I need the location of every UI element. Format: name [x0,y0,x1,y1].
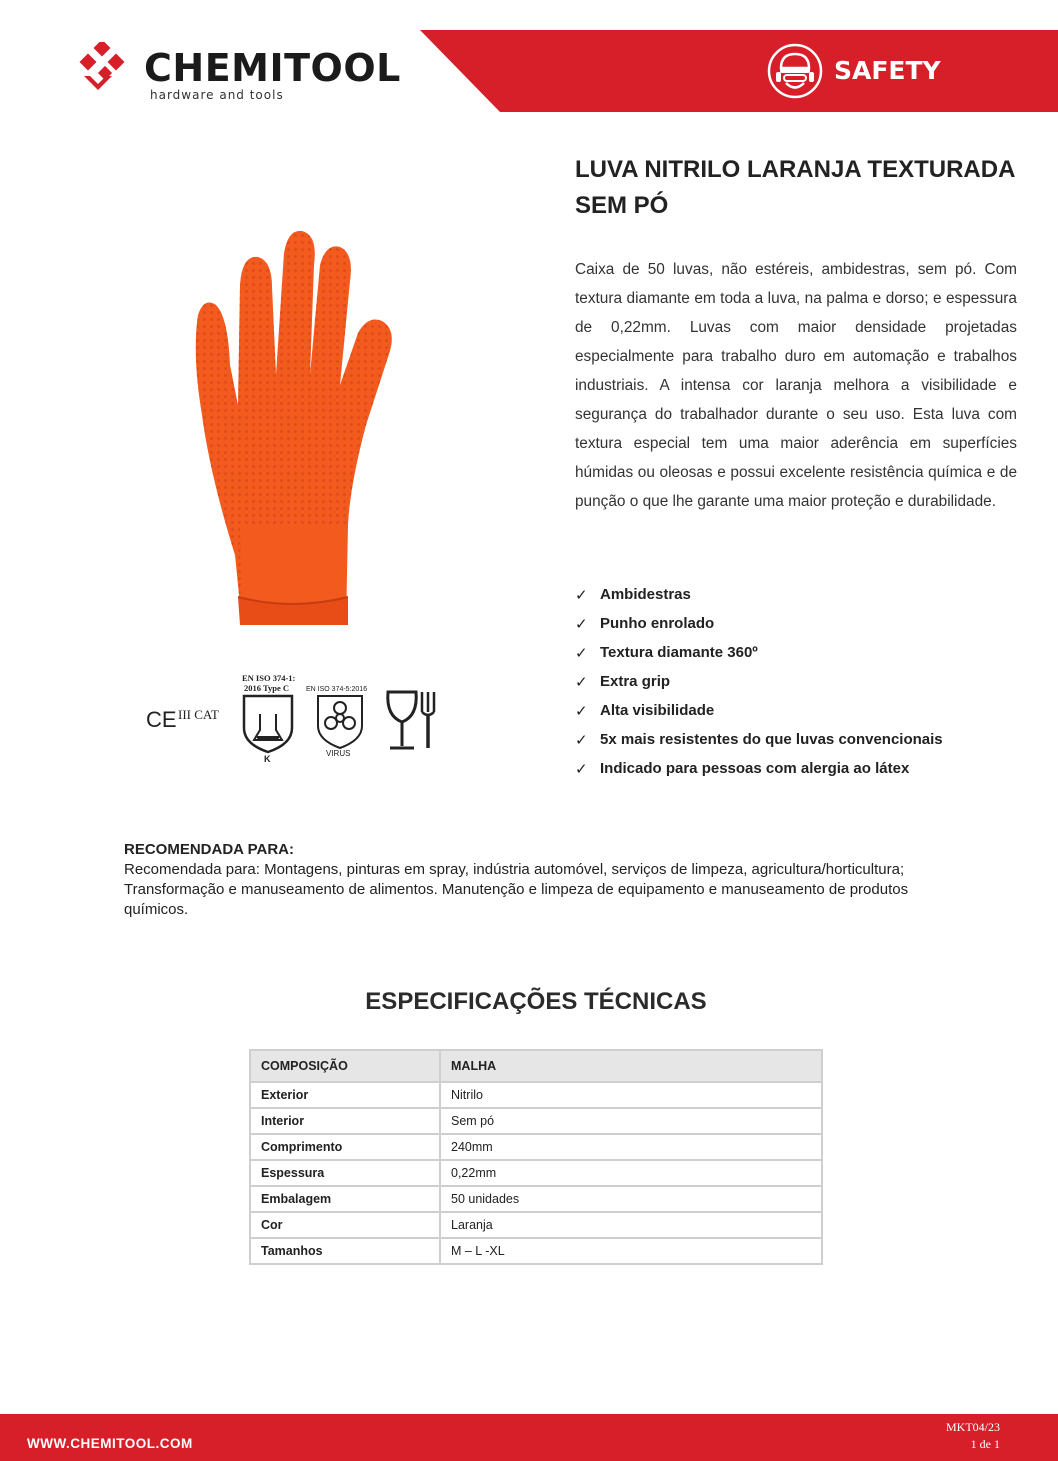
feature-label: Textura diamante 360º [600,644,758,661]
ce-mark: CE [146,707,177,732]
logo-diamond-icon [78,42,134,98]
spec-key: Espessura [250,1160,440,1186]
checkmark-icon: ✓ [575,615,588,633]
spec-key: Tamanhos [250,1238,440,1264]
spec-key: Exterior [250,1082,440,1108]
category-label: III CAT [178,707,219,722]
product-description: Caixa de 50 luvas, não estéreis, ambidestras, sem pó. Com textura diamante em toda a luva, na palma e dorso; e espessura de 0,22mm. Luvas com maior densidade projetadas especialmente para trabalho duro em automação e trabalhos industriais. A intensa cor laranja melhora a visibilidade e segurança do trabalhador durante o seu uso. Esta luva com textura especial tem uma maior aderência em superfícies húmidas ou oleosas e possui excelente resistência química e de punção o que lhe garante uma maior proteção e durabilidade. [575,261,1017,510]
page-footer [0,1414,1058,1461]
feature-label: Indicado para pessoas com alergia ao látex [600,760,910,777]
certification-icons [140,672,450,767]
recommended-heading: RECOMENDADA PARA: [124,841,294,858]
feature-label: Punho enrolado [600,615,715,632]
specs-header-cell: MALHA [440,1050,822,1082]
table-row [250,1160,822,1186]
checkmark-icon: ✓ [575,760,588,778]
spec-value: Laranja [440,1212,822,1238]
product-title-line2: SEM PÓ [575,192,669,219]
feature-label: 5x mais resistentes do que luvas convencionais [600,731,943,748]
chemical-standard-line1: EN ISO 374-1: [242,673,296,683]
feature-list [575,580,1045,783]
table-row [250,1082,822,1108]
food-safe-icon [388,692,434,748]
specs-header-cell: COMPOSIÇÃO [250,1050,440,1082]
specs-table [249,1049,823,1265]
feature-label: Ambidestras [600,586,691,603]
feature-item [575,754,1045,783]
specs-header-row [250,1050,822,1082]
chemical-standard-line2: 2016 Type C [244,683,290,693]
biological-label: VIRUS [326,749,351,758]
feature-label: Extra grip [600,673,671,690]
feature-item [575,580,1045,609]
spec-key: Comprimento [250,1134,440,1160]
spec-value: 240mm [440,1134,822,1160]
chemical-shield-icon [244,696,292,752]
recommended-text: Recomendada para: Montagens, pinturas em spray, indústria automóvel, serviços de limpeza, agricultura/horticultura; Transformação e manuseamento de alimentos. Manutenção e limpeza de equipamento e manuseamento de produtos químicos. [124,861,909,918]
orange-glove-image [180,225,420,630]
spec-key: Interior [250,1108,440,1134]
spec-value: 0,22mm [440,1160,822,1186]
table-row [250,1186,822,1212]
feature-item [575,609,1045,638]
brand-name: CHEMITOOL [144,46,401,90]
spec-key: Cor [250,1212,440,1238]
biological-standard: EN ISO 374-5:2016 [306,686,368,693]
page-header [0,0,1058,130]
document-code [946,1419,1000,1453]
spec-value: Nitrilo [440,1082,822,1108]
spec-value: Sem pó [440,1108,822,1134]
product-title [575,152,1045,224]
checkmark-icon: ✓ [575,673,588,691]
safety-helmet-icon [766,42,824,100]
feature-label: Alta visibilidade [600,702,715,719]
specs-title: ESPECIFICAÇÕES TÉCNICAS [365,988,707,1015]
feature-item [575,696,1045,725]
page-number: 1 de 1 [970,1437,1000,1451]
spec-value: 50 unidades [440,1186,822,1212]
spec-value: M – L -XL [440,1238,822,1264]
table-row [250,1134,822,1160]
checkmark-icon: ✓ [575,702,588,720]
safety-category-badge [766,42,986,102]
checkmark-icon: ✓ [575,644,588,662]
brand-tagline: hardware and tools [150,88,284,102]
feature-item [575,725,1045,754]
table-row [250,1212,822,1238]
chemical-letter: K [264,754,271,764]
table-row [250,1238,822,1264]
recommended-section [124,840,954,920]
website-link[interactable]: WWW.CHEMITOOL.COM [27,1436,193,1451]
product-title-line1: LUVA NITRILO LARANJA TEXTURADA [575,156,1016,183]
feature-item [575,667,1045,696]
certifications-row [140,672,450,767]
chemitool-logo [78,40,401,104]
checkmark-icon: ✓ [575,731,588,749]
spec-key: Embalagem [250,1186,440,1212]
checkmark-icon: ✓ [575,586,588,604]
feature-item [575,638,1045,667]
table-row [250,1108,822,1134]
document-reference: MKT04/23 [946,1420,1000,1434]
safety-label: SAFETY [834,56,941,85]
